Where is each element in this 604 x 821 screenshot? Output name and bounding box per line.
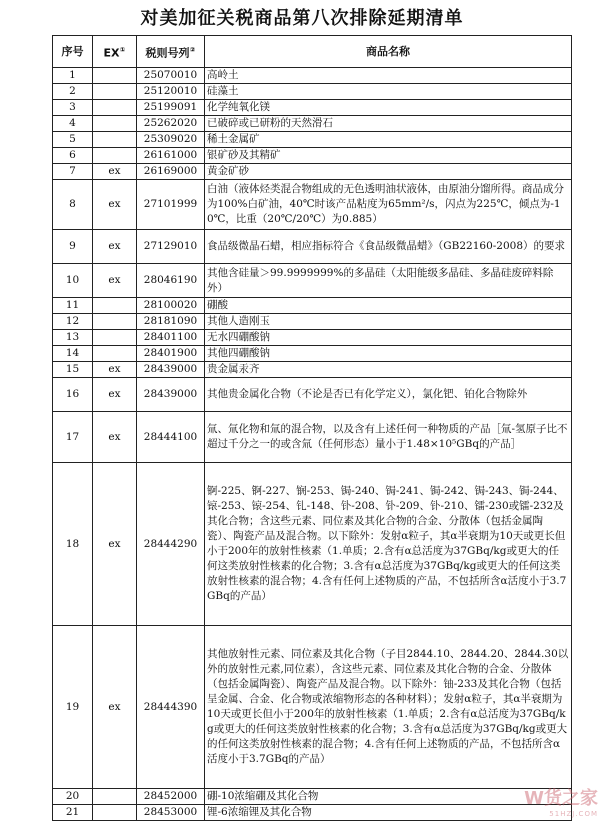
product-name: 贵金属汞齐 (205, 362, 572, 378)
ex-marker (93, 346, 137, 362)
ex-marker: ex (93, 463, 137, 626)
exclusion-list-table (52, 35, 572, 821)
tariff-code: 28439000 (137, 362, 205, 378)
tariff-code: 28181090 (137, 314, 205, 330)
product-name: 食品级微晶石蜡，相应指标符合《食品级微晶蜡》（GB22160-2008）的要求 (205, 230, 572, 264)
ex-marker: ex (93, 362, 137, 378)
header-tariff-code (137, 36, 205, 68)
row-number: 18 (53, 463, 93, 626)
table-row (53, 463, 572, 626)
tariff-code: 28444100 (137, 412, 205, 463)
product-name: 氚、氚化物和氚的混合物，以及含有上述任何一种物质的产品［氚-氢原子比不超过千分之一的或含氚（任何形态）量小于1.48×10⁵GBq的产品］ (205, 412, 572, 463)
ex-marker (93, 132, 137, 148)
table-row (53, 180, 572, 230)
footnote-marker-2: ② (189, 45, 196, 54)
header-serial-label: 序号 (61, 45, 84, 58)
tariff-code: 26161000 (137, 148, 205, 164)
product-name: 其他含硅量＞99.9999999%的多晶硅（太阳能级多晶硅、多晶硅废碎料除外） (205, 264, 572, 298)
ex-marker: ex (93, 180, 137, 230)
ex-marker (93, 148, 137, 164)
tariff-code: 25262020 (137, 116, 205, 132)
header-ex-label: EX (103, 46, 120, 60)
row-number: 3 (53, 100, 93, 116)
product-name: 银矿砂及其精矿 (205, 148, 572, 164)
tariff-code: 27129010 (137, 230, 205, 264)
table-row (53, 264, 572, 298)
row-number: 19 (53, 626, 93, 789)
row-number: 10 (53, 264, 93, 298)
ex-marker (93, 330, 137, 346)
row-number: 12 (53, 314, 93, 330)
ex-marker (93, 314, 137, 330)
table-row (53, 148, 572, 164)
tariff-code: 25070010 (137, 68, 205, 84)
page-title: 对美加征关税商品第八次排除延期清单 (140, 8, 464, 29)
table-row (53, 68, 572, 84)
header-ex (93, 36, 137, 68)
tariff-code: 25199091 (137, 100, 205, 116)
tariff-code: 28439000 (137, 378, 205, 412)
table-row (53, 314, 572, 330)
ex-marker (93, 298, 137, 314)
table-row (53, 298, 572, 314)
row-number: 16 (53, 378, 93, 412)
row-number: 9 (53, 230, 93, 264)
header-tariff-label: 税则号列 (145, 46, 190, 60)
table-row (53, 132, 572, 148)
product-name: 高岭土 (205, 68, 572, 84)
row-number: 5 (53, 132, 93, 148)
row-number: 7 (53, 164, 93, 180)
table-row (53, 789, 572, 805)
tariff-code: 28452000 (137, 789, 205, 805)
product-name: 化学纯氧化镁 (205, 100, 572, 116)
header-serial-number (53, 36, 93, 68)
row-number: 8 (53, 180, 93, 230)
product-name: 稀土金属矿 (205, 132, 572, 148)
tariff-code: 27101999 (137, 180, 205, 230)
tariff-code: 28401900 (137, 346, 205, 362)
product-name: 锂-6浓缩锂及其化合物 (205, 805, 572, 821)
ex-marker (93, 116, 137, 132)
ex-marker (93, 68, 137, 84)
watermark-url: 51HZJ.COM (549, 810, 598, 818)
tariff-code: 26169000 (137, 164, 205, 180)
tariff-code: 28100020 (137, 298, 205, 314)
site-watermark-logo (524, 784, 598, 818)
row-number: 21 (53, 805, 93, 821)
ex-marker: ex (93, 164, 137, 180)
ex-marker: ex (93, 230, 137, 264)
table-row (53, 230, 572, 264)
table-row (53, 116, 572, 132)
tariff-code: 28046190 (137, 264, 205, 298)
row-number: 6 (53, 148, 93, 164)
row-number: 11 (53, 298, 93, 314)
product-name: 其他人造刚玉 (205, 314, 572, 330)
ex-marker: ex (93, 626, 137, 789)
product-name: 黄金矿砂 (205, 164, 572, 180)
table-row (53, 346, 572, 362)
table-row (53, 805, 572, 821)
product-name: 锕-225、锕-227、锎-253、锔-240、锔-241、锔-242、锔-243、锔-244、锿-253、锿-254、钆-148、钋-208、钋-209、钋-210、镭-230或镭-232及其化合物；含这些元素、同位素及其化合物的合金、分散体（包括金属陶瓷）、陶瓷产品及混合物。以下除外：发射α粒子，其α半衰期为10天或更长但小于200年的放射性核素（1.单质；2.含有α总活度为37GBq/kg或更大的任何这类放射性核素的化合物；3.含有α总活度为37GBq/kg或更大的任何这类放射性核素的混合物；4.含有任何上述物质的产品，不包括所含α活度小于3.7GBq的产品） (205, 463, 572, 626)
product-name: 硼-10浓缩硼及其化合物 (205, 789, 572, 805)
table-row (53, 84, 572, 100)
ex-marker: ex (93, 378, 137, 412)
ex-marker (93, 789, 137, 805)
product-name: 其他四硼酸钠 (205, 346, 572, 362)
ex-marker (93, 84, 137, 100)
header-product-label: 商品名称 (366, 45, 410, 58)
product-name: 白油（液体烃类混合物组成的无色透明油状液体，由原油分馏所得。商品成分为100%白矿油，40℃时该产品粘度为65mm²/s，闪点为225℃，倾点为-10℃，比重（20℃/20℃）为0.885） (205, 180, 572, 230)
table-row (53, 164, 572, 180)
product-name: 其他放射性元素、同位素及其化合物（子目2844.10、2844.20、2844.30以外的放射性元素,同位素），含这些元素、同位素及其化合物的合金、分散体（包括金属陶瓷）、陶瓷产品及混合物。以下除外：铀-233及其化合物（包括呈金属、合金、化合物或浓缩物形态的各种材料）；发射α粒子，其α半衰期为10天或更长但小于200年的放射性核素（1.单质；2.含有α总活度为37GBq/kg或更大的任何这类放射性核素的化合物；3.含有α总活度为37GBq/kg或更大的任何这类放射性核素的混合物；4.含有任何上述物质的产品，不包括所含α活度小于3.7GBq的产品） (205, 626, 572, 789)
table-header-row (53, 36, 572, 68)
row-number: 20 (53, 789, 93, 805)
ex-marker: ex (93, 264, 137, 298)
table-row (53, 100, 572, 116)
tariff-code: 28444290 (137, 463, 205, 626)
row-number: 17 (53, 412, 93, 463)
ex-marker (93, 805, 137, 821)
tariff-code: 25309020 (137, 132, 205, 148)
watermark-text: W货之家 (524, 788, 598, 809)
product-name: 其他贵金属化合物（不论是否已有化学定义），氯化钯、铂化合物除外 (205, 378, 572, 412)
table-row (53, 378, 572, 412)
tariff-code: 28401100 (137, 330, 205, 346)
tariff-code: 25120010 (137, 84, 205, 100)
product-name: 硼酸 (205, 298, 572, 314)
product-name: 已破碎或已研粉的天然滑石 (205, 116, 572, 132)
tariff-code: 28453000 (137, 805, 205, 821)
footnote-marker-1: ① (119, 45, 126, 54)
table-row (53, 412, 572, 463)
row-number: 4 (53, 116, 93, 132)
header-product-name (205, 36, 572, 68)
row-number: 13 (53, 330, 93, 346)
table-row (53, 330, 572, 346)
table-row (53, 626, 572, 789)
tariff-code: 28444390 (137, 626, 205, 789)
ex-marker: ex (93, 412, 137, 463)
table-row (53, 362, 572, 378)
ex-marker (93, 100, 137, 116)
product-name: 硅藻土 (205, 84, 572, 100)
row-number: 1 (53, 68, 93, 84)
row-number: 2 (53, 84, 93, 100)
product-name: 无水四硼酸钠 (205, 330, 572, 346)
row-number: 14 (53, 346, 93, 362)
row-number: 15 (53, 362, 93, 378)
